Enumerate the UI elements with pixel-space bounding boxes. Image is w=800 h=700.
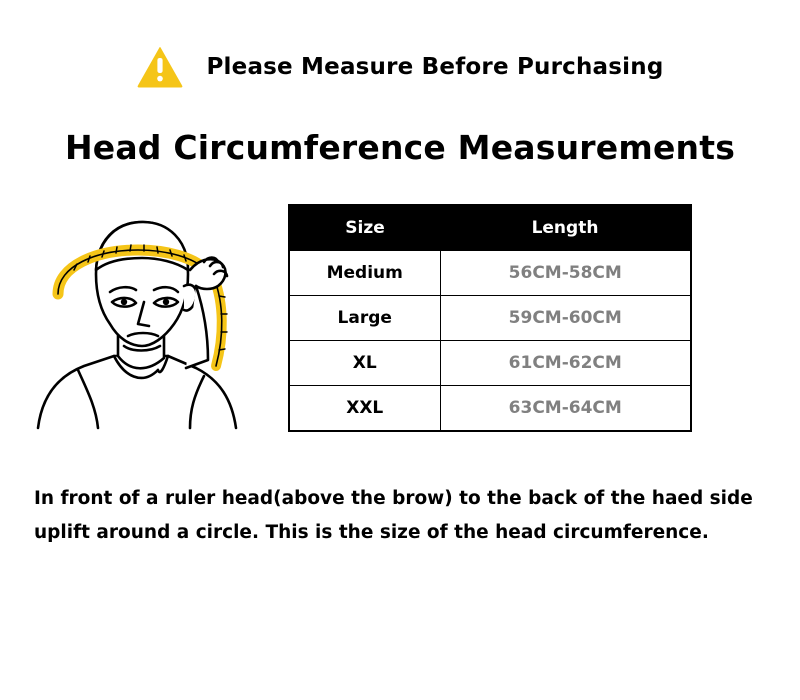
- page-title: Head Circumference Measurements: [64, 128, 736, 167]
- table-header-row: [290, 206, 690, 251]
- table-row: [290, 296, 690, 341]
- table-row: [290, 341, 690, 386]
- table-row: [290, 251, 690, 296]
- warning-triangle-icon: [137, 46, 183, 88]
- column-header-size: Size: [290, 206, 440, 251]
- measurement-instructions: [34, 482, 782, 550]
- column-header-length: Length: [440, 206, 690, 251]
- cell-length: 63CM-64CM: [440, 386, 690, 431]
- cell-size: XL: [290, 341, 440, 386]
- instructions-line-2: uplift around a circle. This is the size of the head circumference.: [34, 522, 709, 543]
- cell-size: Medium: [290, 251, 440, 296]
- cell-length: 56CM-58CM: [440, 251, 690, 296]
- cell-length: 59CM-60CM: [440, 296, 690, 341]
- cell-size: XXL: [290, 386, 440, 431]
- warning-header: [0, 46, 800, 88]
- table-row: [290, 386, 690, 431]
- man-measuring-head-with-tape-illustration: [18, 200, 268, 440]
- instructions-line-1: In front of a ruler head(above the brow) to the back of the haed side: [34, 488, 753, 509]
- warning-title: Please Measure Before Purchasing: [206, 54, 664, 80]
- size-chart-table: [288, 204, 692, 432]
- cell-length: 61CM-62CM: [440, 341, 690, 386]
- cell-size: Large: [290, 296, 440, 341]
